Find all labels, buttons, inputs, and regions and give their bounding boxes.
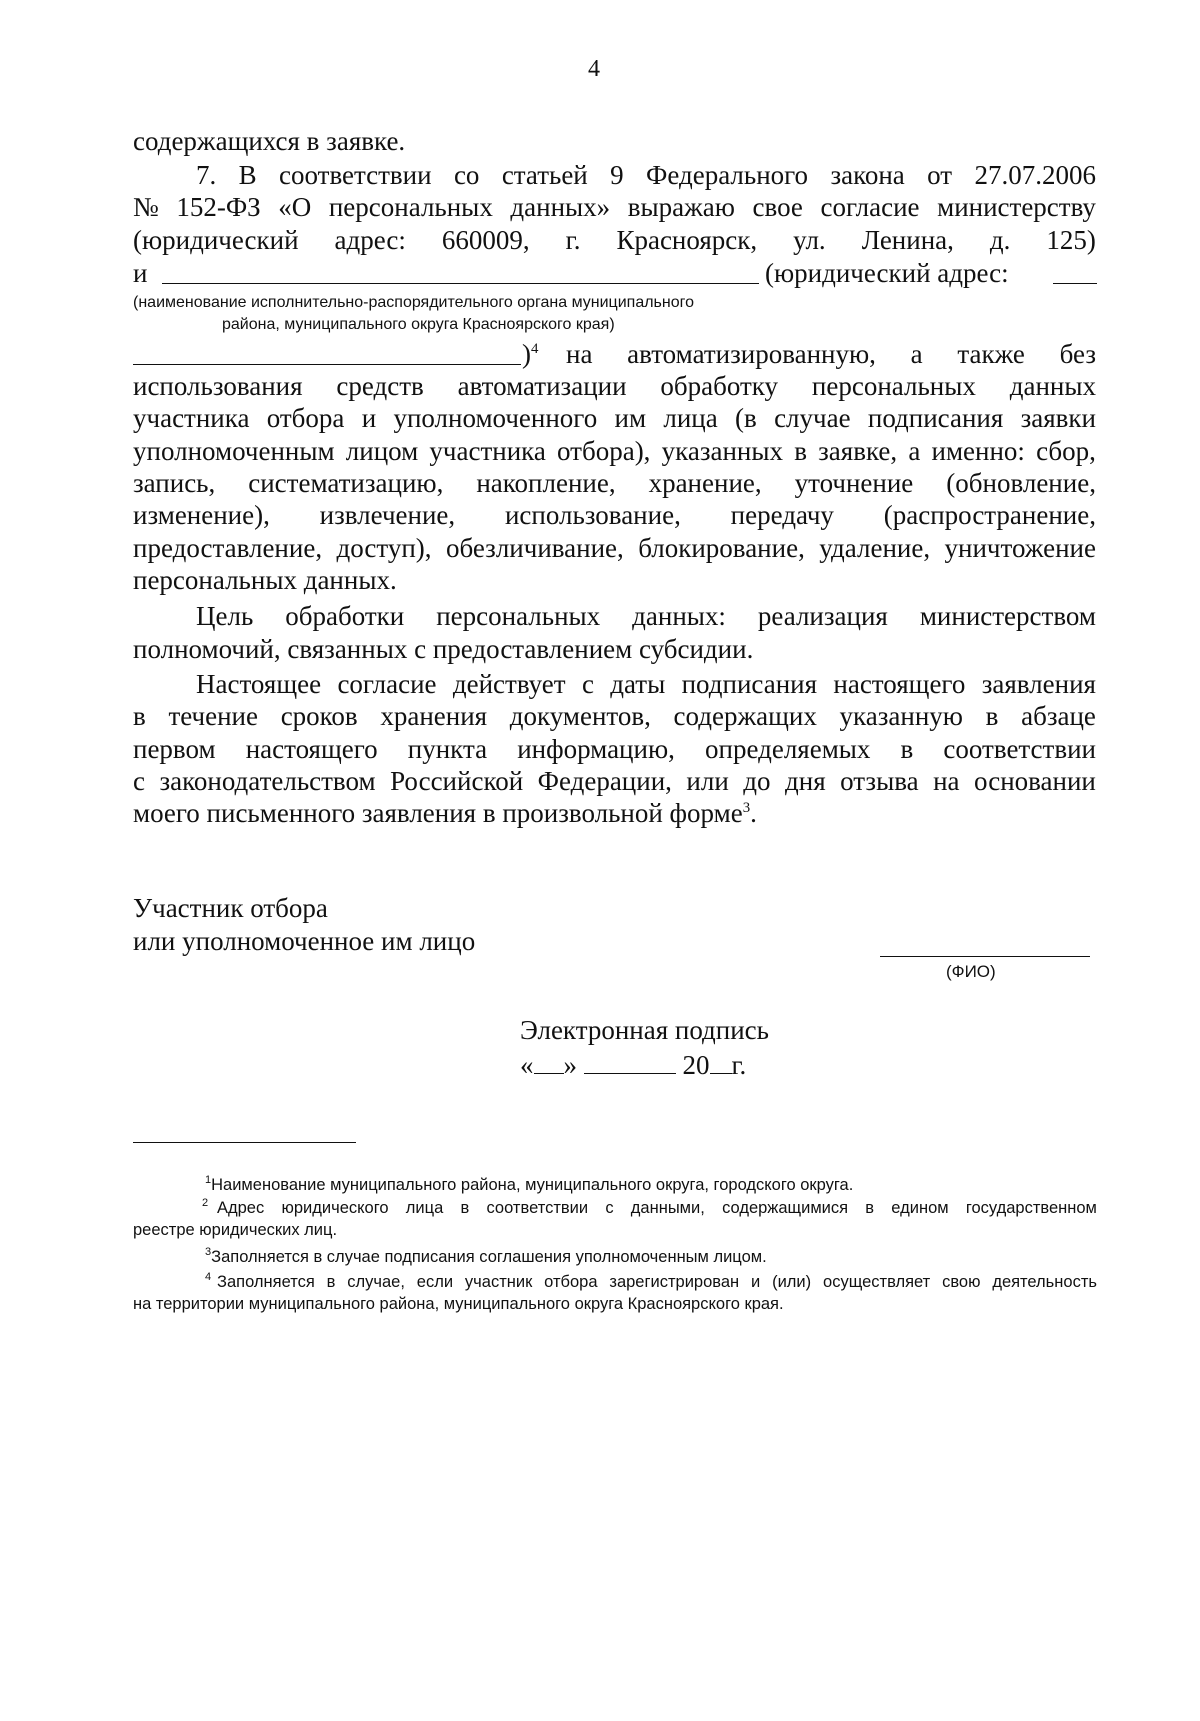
- word: извлечение,: [319, 500, 456, 530]
- word: течение: [168, 701, 258, 731]
- word: отбора: [544, 1273, 598, 1291]
- word: а: [910, 339, 923, 369]
- word: автоматизированную,: [627, 339, 876, 369]
- footnote-1: $^1$Наименование муниципального района, муниципального округа, городского округа.: [205, 1174, 854, 1194]
- word: информацию,: [517, 734, 675, 764]
- year-blank: [710, 1072, 732, 1074]
- body-line-8: [133, 405, 1096, 432]
- word: 125): [1046, 225, 1096, 255]
- body-line-6-close: )$^4$: [522, 339, 539, 369]
- word: (юридический: [133, 225, 299, 255]
- word: законодательством: [159, 766, 376, 796]
- word: заявления: [981, 669, 1096, 699]
- word: изменение),: [133, 500, 270, 530]
- word: данных»: [510, 192, 611, 222]
- word: пункта: [407, 734, 488, 764]
- month-blank: [584, 1072, 676, 1074]
- word: удаление,: [819, 533, 931, 563]
- word: данных:: [632, 601, 726, 631]
- body-line-3: [133, 194, 1096, 221]
- body-line-2: [196, 162, 1096, 189]
- word: запись,: [133, 468, 216, 498]
- word: без: [1059, 339, 1096, 369]
- word: данных: [1009, 371, 1096, 401]
- word: данными,: [630, 1199, 705, 1217]
- word: отбора: [266, 403, 345, 433]
- word: определяемых: [705, 734, 871, 764]
- word: на: [566, 339, 593, 369]
- word: уточнение: [794, 468, 914, 498]
- word: сбор,: [1036, 436, 1096, 466]
- word: с: [605, 1199, 614, 1217]
- word: накопление,: [476, 468, 616, 498]
- word: Федерации,: [537, 766, 672, 796]
- word: указанную: [839, 701, 963, 731]
- word: (обновление,: [946, 468, 1096, 498]
- word: участника: [133, 403, 250, 433]
- word: в: [794, 436, 807, 466]
- word: с: [581, 669, 594, 699]
- word: статьей: [501, 160, 588, 190]
- word: 660009,: [441, 225, 530, 255]
- body-line-14: [196, 603, 1096, 630]
- word: подписания: [681, 669, 818, 699]
- body-line-6: [566, 341, 1096, 368]
- word: №: [133, 192, 159, 222]
- word: действует: [452, 669, 566, 699]
- word: ул.: [793, 225, 826, 255]
- participant-label-line-2: или уполномоченное им лицо: [133, 926, 476, 956]
- word: выражаю: [627, 192, 735, 222]
- word: обезличивание,: [445, 533, 624, 563]
- word: в: [326, 1273, 336, 1291]
- word: и: [751, 1273, 761, 1291]
- word: заявки: [1020, 403, 1096, 433]
- word: а: [908, 436, 921, 466]
- word: со: [453, 160, 480, 190]
- participant-label-line-1: Участник отбора: [133, 893, 328, 923]
- word: или: [686, 766, 729, 796]
- org-name-blank: [162, 283, 759, 284]
- word: на: [933, 766, 960, 796]
- word: реализация: [757, 601, 888, 631]
- word: абзаце: [1021, 701, 1096, 731]
- word: им: [614, 403, 647, 433]
- word: соответствии: [279, 160, 432, 190]
- word: содержащих: [673, 701, 817, 731]
- word: случае: [774, 403, 851, 433]
- word: с: [133, 766, 145, 796]
- word: лица: [405, 1199, 444, 1217]
- word: закона: [830, 160, 905, 190]
- word: до: [743, 766, 771, 796]
- word: хранение,: [648, 468, 762, 498]
- legal-address-blank: [1053, 283, 1097, 284]
- word: соответствии: [943, 734, 1096, 764]
- word: уполномоченного: [393, 403, 598, 433]
- body-line-7: [133, 373, 1096, 400]
- address-blank: [133, 364, 521, 365]
- footnote-4-line-2: на территории муниципального района, муниципального округа Красноярского края.: [133, 1295, 784, 1313]
- word: едином: [891, 1199, 949, 1217]
- page-number: 4: [588, 56, 600, 82]
- word: свое: [752, 192, 803, 222]
- footnote-2-num: 2: [202, 1197, 209, 1209]
- word: использования: [133, 371, 303, 401]
- word: Адрес: [217, 1199, 265, 1217]
- body-line-17: [133, 703, 1096, 730]
- word: Российской: [390, 766, 524, 796]
- body-line-11: [133, 502, 1096, 529]
- date-line: « » 20 г.: [520, 1050, 747, 1080]
- word: дня: [785, 766, 826, 796]
- word: персональных: [328, 192, 493, 222]
- word: настоящего: [245, 734, 378, 764]
- org-caption-line-1: (наименование исполнительно-распорядительного органа муниципального: [133, 294, 695, 311]
- word: если: [416, 1273, 454, 1291]
- word: 9: [610, 160, 624, 190]
- body-line-5-end: (юридический адрес:: [765, 258, 1009, 288]
- word: отзыва: [840, 766, 919, 796]
- word: юридического: [281, 1199, 389, 1217]
- body-line-10: [133, 470, 1096, 497]
- word: (или): [772, 1273, 812, 1291]
- word: настоящего: [833, 669, 966, 699]
- word: (распространение,: [883, 500, 1096, 530]
- word: адрес:: [334, 225, 406, 255]
- body-line-5-start: и: [133, 258, 148, 288]
- word: министерством: [919, 601, 1096, 631]
- word: свою: [942, 1273, 981, 1291]
- word: Настоящее: [196, 669, 322, 699]
- word: согласие: [820, 192, 920, 222]
- footnote-2-line-2: реестре юридических лиц.: [133, 1221, 338, 1239]
- word: обработку: [660, 371, 779, 401]
- word: случае,: [347, 1273, 405, 1291]
- word: участника: [429, 436, 546, 466]
- word: государственном: [965, 1199, 1097, 1217]
- word: подписания: [867, 403, 1004, 433]
- word: уничтожение: [944, 533, 1096, 563]
- word: соответствии: [486, 1199, 589, 1217]
- word: согласие: [337, 669, 437, 699]
- word: 27.07.2006: [974, 160, 1096, 190]
- word: в: [900, 734, 914, 764]
- word: от: [927, 160, 953, 190]
- signature-line: [880, 956, 1090, 957]
- word: зарегистрирован: [609, 1273, 740, 1291]
- word: доступ),: [336, 533, 432, 563]
- word: в: [865, 1199, 875, 1217]
- footnote-4-num: 4: [205, 1271, 212, 1283]
- word: использование,: [504, 500, 681, 530]
- word: 152-ФЗ: [176, 192, 261, 222]
- footnote-ref-3: 3: [742, 800, 751, 816]
- word: (в: [735, 403, 757, 433]
- word: в: [985, 701, 999, 731]
- word: содержащимися: [722, 1199, 849, 1217]
- word: г.: [565, 225, 581, 255]
- word: персональных: [811, 371, 976, 401]
- word: основании: [974, 766, 1096, 796]
- footnote-separator: [133, 1142, 356, 1143]
- body-line-20: моего письменного заявления в произвольной форме$^3$.: [133, 798, 757, 828]
- word: средств: [336, 371, 424, 401]
- fio-caption: (ФИО): [946, 962, 996, 981]
- word: документов,: [509, 701, 651, 731]
- word: В: [238, 160, 257, 190]
- word: сроков: [280, 701, 358, 731]
- body-line-15: полномочий, связанных с предоставлением субсидии.: [133, 634, 754, 664]
- word: даты: [610, 669, 666, 699]
- footnote-ref-4: 4: [531, 341, 539, 357]
- footnote-2-line-1: [217, 1200, 1097, 1217]
- word: участник: [464, 1273, 533, 1291]
- word: д.: [989, 225, 1011, 255]
- word: лицом: [345, 436, 419, 466]
- word: первом: [133, 734, 216, 764]
- word: деятельность: [992, 1273, 1097, 1291]
- footnote-3: $^3$Заполняется в случае подписания соглашения уполномоченным лицом.: [205, 1246, 767, 1266]
- body-line-1: содержащихся в заявке.: [133, 126, 406, 156]
- body-line-13: персональных данных.: [133, 565, 397, 595]
- word: персональных: [436, 601, 601, 631]
- word: также: [957, 339, 1025, 369]
- word: обработки: [285, 601, 405, 631]
- word: хранения: [380, 701, 488, 731]
- word: систематизацию,: [248, 468, 444, 498]
- word: Заполняется: [217, 1273, 315, 1291]
- org-caption-line-2: района, муниципального округа Красноярского края): [222, 316, 615, 333]
- day-blank: [534, 1072, 564, 1074]
- word: блокирование,: [638, 533, 805, 563]
- esign-label: Электронная подпись: [520, 1015, 769, 1045]
- word: именно:: [931, 436, 1025, 466]
- word: в: [133, 701, 146, 731]
- word: Красноярск,: [616, 225, 758, 255]
- body-line-16: [196, 671, 1096, 698]
- word: Ленина,: [861, 225, 954, 255]
- word: Цель: [196, 601, 254, 631]
- word: заявке,: [818, 436, 898, 466]
- footnote-4-line-1: [217, 1274, 1097, 1291]
- word: уполномоченным: [133, 436, 335, 466]
- word: передачу: [730, 500, 834, 530]
- word: «О: [278, 192, 312, 222]
- word: министерству: [937, 192, 1096, 222]
- word: предоставление,: [133, 533, 323, 563]
- word: и: [361, 403, 377, 433]
- body-line-12: [133, 535, 1096, 562]
- body-line-4: [133, 227, 1096, 254]
- word: в: [460, 1199, 470, 1217]
- word: 7.: [196, 160, 217, 190]
- word: отбора),: [557, 436, 651, 466]
- word: автоматизации: [457, 371, 627, 401]
- body-line-19: [133, 768, 1096, 795]
- word: Федерального: [646, 160, 809, 190]
- word: указанных: [661, 436, 784, 466]
- word: лица: [663, 403, 718, 433]
- word: осуществляет: [823, 1273, 931, 1291]
- body-line-18: [133, 736, 1096, 763]
- body-line-9: [133, 438, 1096, 465]
